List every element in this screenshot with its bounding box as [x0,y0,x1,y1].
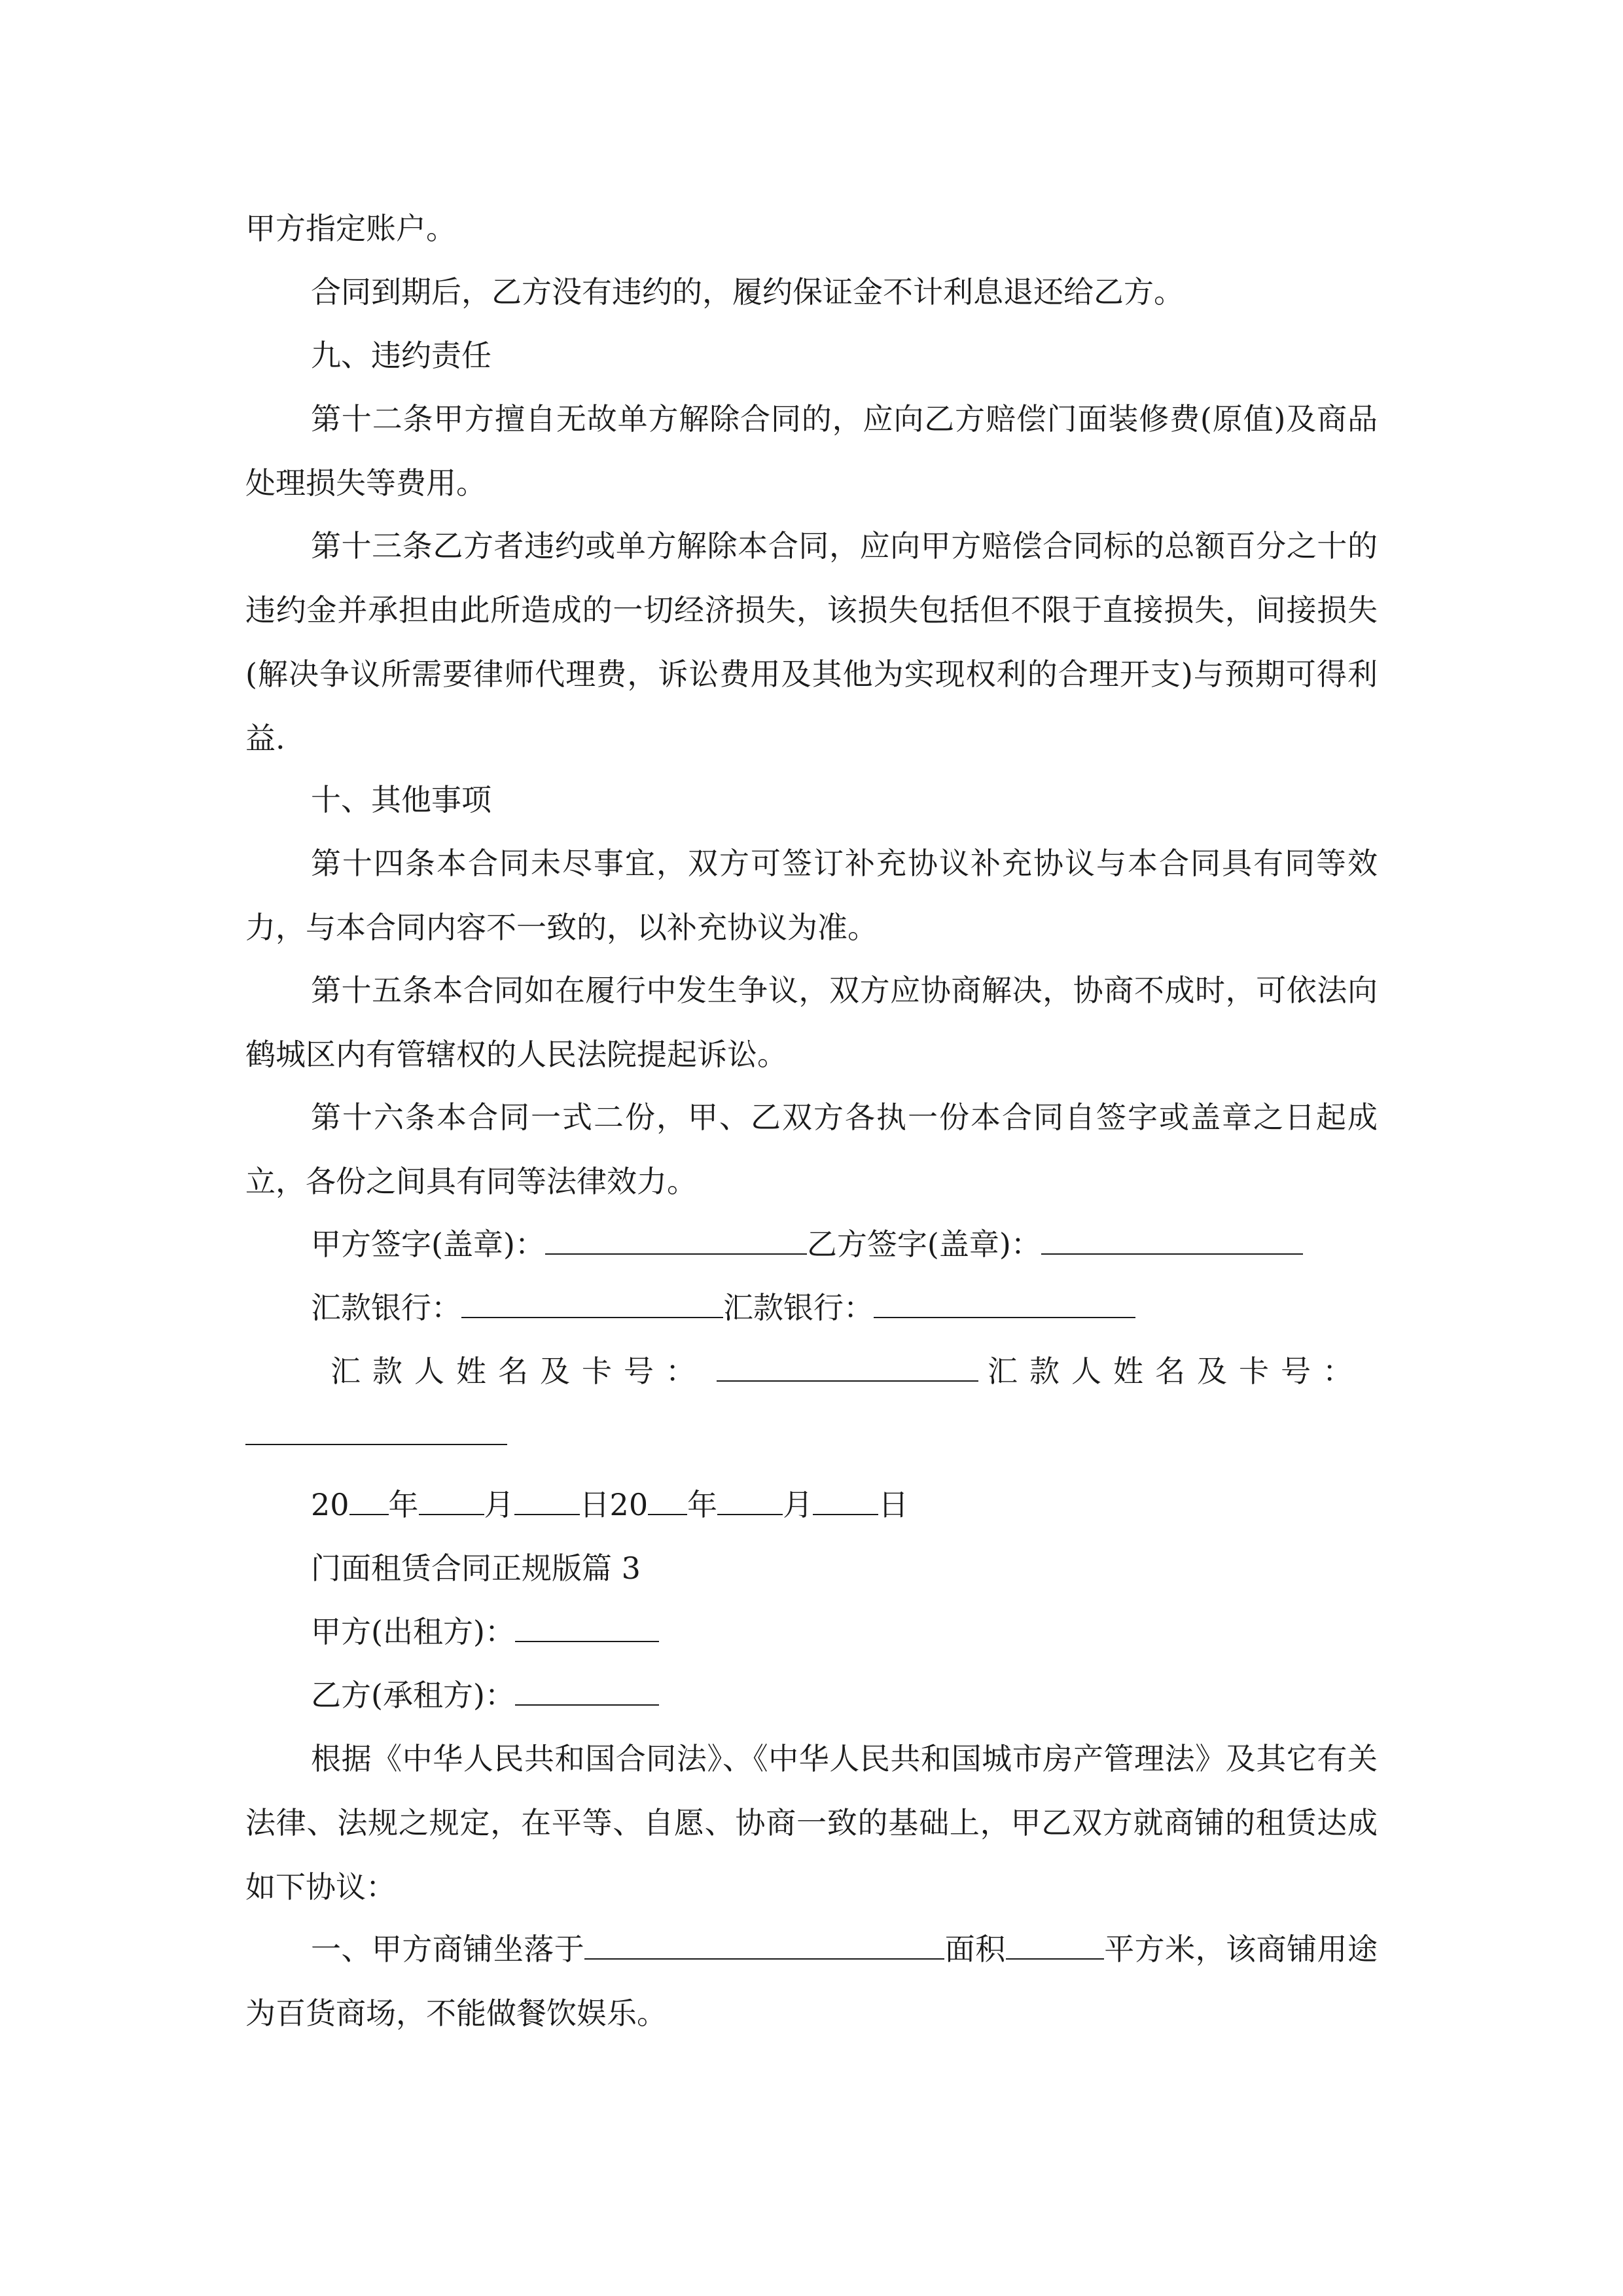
date-a-year: 年 [388,1487,419,1522]
date-a-day: 日 [579,1487,610,1522]
bank-a-label: 汇款银行： [311,1290,461,1325]
paragraph-designated-account: 甲方指定账户。 [245,211,456,246]
section-title-contract-3: 门面租赁合同正规版篇 3 [311,1551,641,1586]
signature-a-blank[interactable] [545,1227,807,1255]
section-heading-other: 十、其他事项 [311,782,491,817]
party-b-row [311,1663,659,1727]
bank-b-blank[interactable] [874,1291,1135,1318]
shop-area-blank[interactable] [1006,1932,1104,1960]
payee-a-blank[interactable] [717,1354,978,1382]
signature-b-blank[interactable] [1041,1227,1303,1255]
paragraph-shop-location [245,1917,1378,2045]
date-b-century: 20 [609,1487,649,1522]
party-a-row [311,1600,659,1664]
date-a-day-blank[interactable] [514,1488,580,1515]
date-b-day: 日 [878,1487,909,1522]
date-b-year-blank[interactable] [648,1488,687,1515]
date-b-year: 年 [687,1487,718,1522]
party-b-label: 乙方(承租方)： [311,1677,515,1713]
date-b-month-blank[interactable] [717,1488,783,1515]
date-a-year-blank[interactable] [349,1488,389,1515]
date-b-month: 月 [783,1487,813,1522]
date-b-day-blank[interactable] [813,1488,878,1515]
shop-location-label: 一、甲方商铺坐落于 [311,1931,585,1967]
shop-area-label: 面积 [944,1931,1006,1967]
paragraph-article-15: 第十五条本合同如在履行中发生争议，双方应协商解决，协商不成时，可依法向鹤城区内有管辖权的人民法院提起诉讼。 [245,973,1378,1072]
payee-row [330,1339,1364,1403]
paragraph-article-12: 第十二条甲方擅自无故单方解除合同的，应向乙方赔偿门面装修费(原值)及商品处理损失等费用。 [245,401,1378,501]
shop-area-unit-usage: 平方米，该商铺用途为百货商场，不能做餐饮娱乐。 [245,1931,1378,2031]
payee-b-blank[interactable] [245,1418,507,1445]
payee-a-label: 汇款人姓名及卡号： [330,1354,707,1389]
paragraph-legal-basis: 根据《中华人民共和国合同法》、《中华人民共和国城市房产管理法》及其它有关法律、法规之规定，在平等、自愿、协商一致的基础上，甲乙双方就商铺的租赁达成如下协议： [245,1741,1378,1905]
payee-b-label: 汇款人姓名及卡号： [988,1354,1364,1389]
paragraph-article-14: 第十四条本合同未尽事宜，双方可签订补充协议补充协议与本合同具有同等效力，与本合同内容不一致的，以补充协议为准。 [245,846,1378,945]
shop-location-blank[interactable] [584,1932,944,1960]
bank-row [311,1276,1135,1340]
signature-b-label: 乙方签字(盖章)： [806,1227,1041,1262]
date-row [311,1473,908,1537]
paragraph-deposit-refund: 合同到期后，乙方没有违约的，履约保证金不计利息退还给乙方。 [311,274,1184,310]
bank-b-label: 汇款银行： [723,1290,874,1325]
date-a-month-blank[interactable] [419,1488,484,1515]
bank-a-blank[interactable] [461,1291,723,1318]
section-heading-liability: 九、违约责任 [311,338,491,373]
party-b-blank[interactable] [515,1678,659,1706]
paragraph-article-13: 第十三条乙方者违约或单方解除本合同，应向甲方赔偿合同标的总额百分之十的违约金并承担由此所造成的一切经济损失，该损失包括但不限于直接损失，间接损失(解决争议所需要律师代理费，诉讼费用及其他为实现权利的合理开支)与预期可得利益. [245,528,1378,756]
signature-a-label: 甲方签字(盖章)： [311,1227,545,1262]
party-a-blank[interactable] [515,1615,659,1642]
date-a-century: 20 [311,1487,349,1522]
signature-row [311,1212,1303,1276]
party-a-label: 甲方(出租方)： [311,1614,515,1649]
payee-b-row [245,1403,507,1467]
paragraph-article-16: 第十六条本合同一式二份，甲、乙双方各执一份本合同自签字或盖章之日起成立，各份之间具有同等法律效力。 [245,1100,1378,1199]
date-a-month: 月 [484,1487,514,1522]
